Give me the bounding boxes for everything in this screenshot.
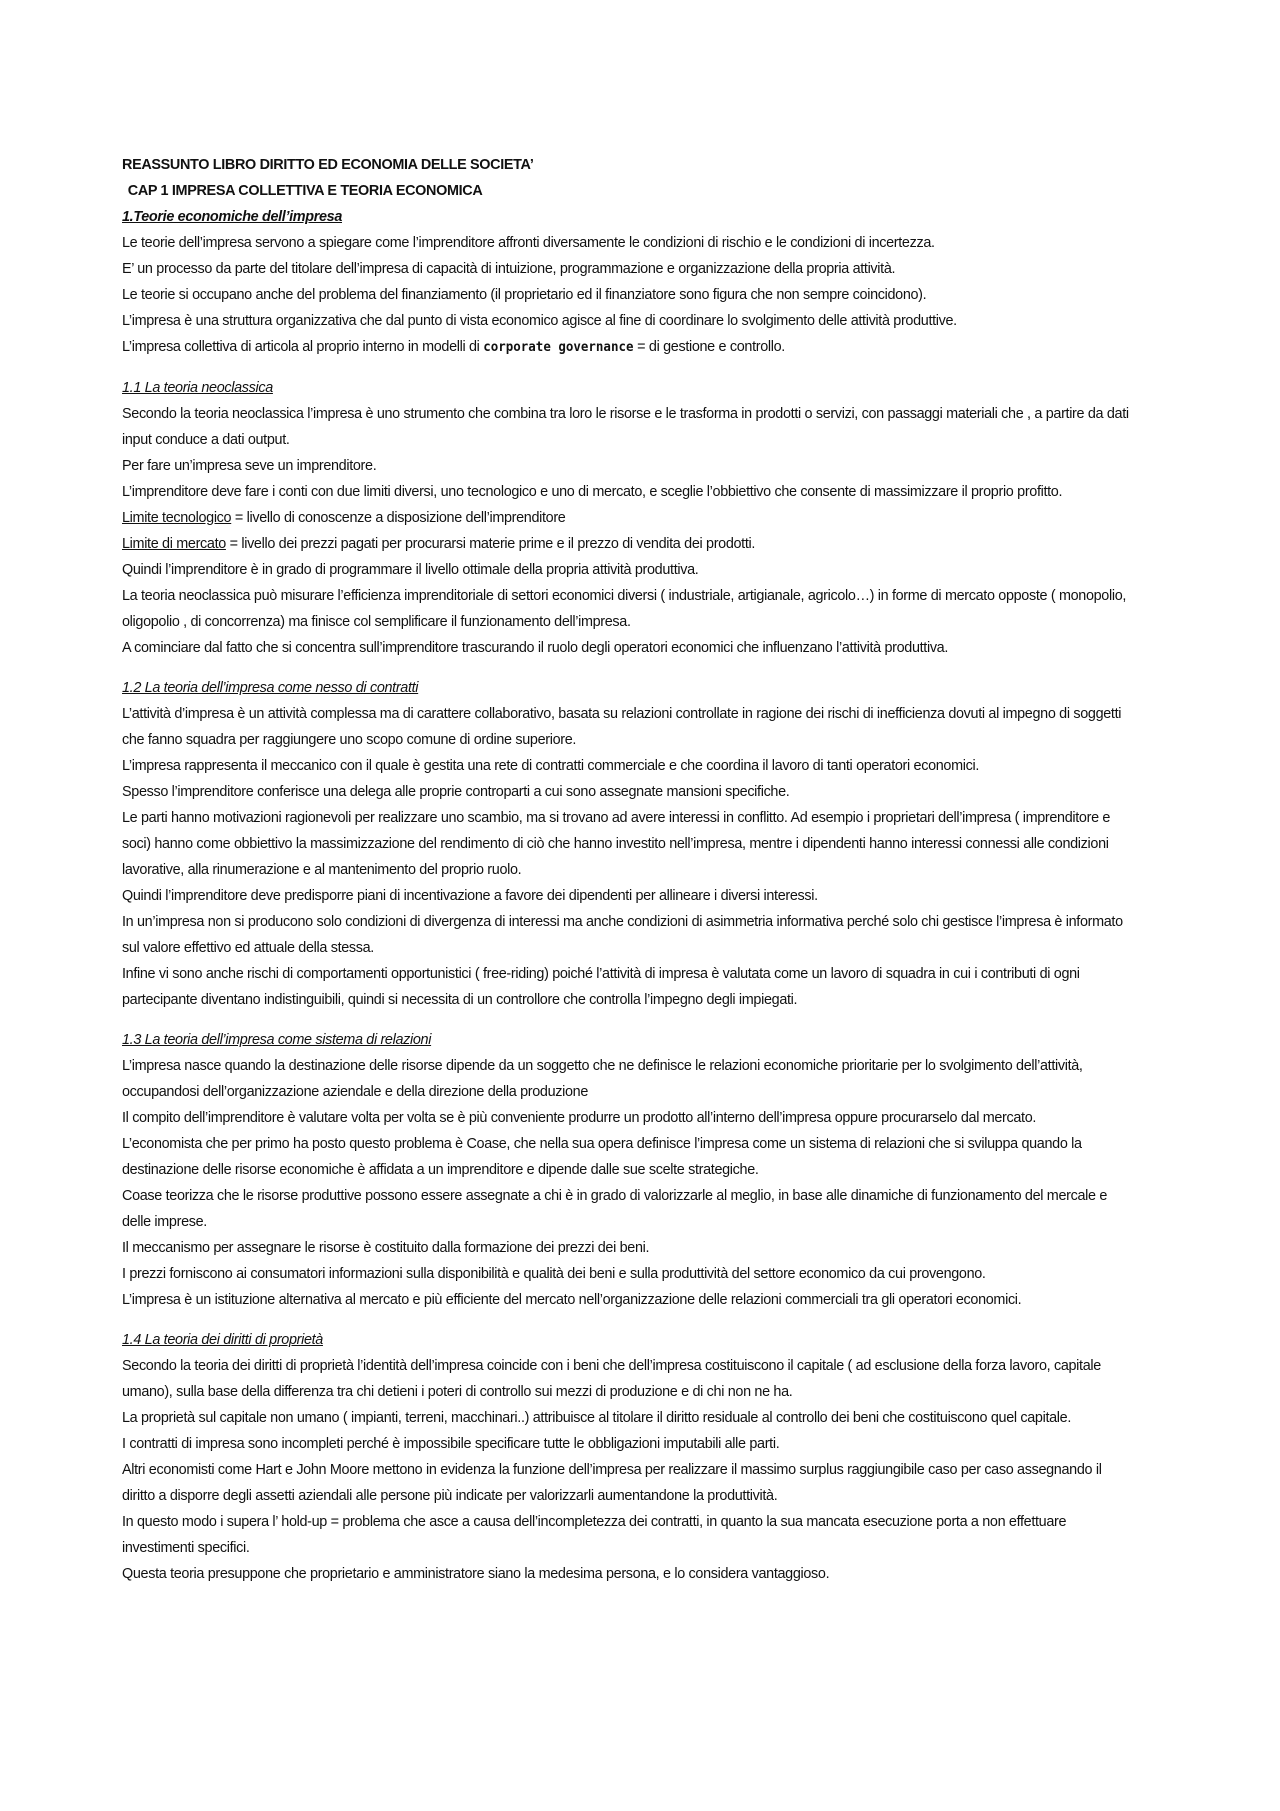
paragraph: L’impresa è una struttura organizzativa che dal punto di vista economico agisce al fine di coordinare lo svolgimento delle attività produttive. <box>122 312 957 329</box>
paragraph: E’ un processo da parte del titolare dell’impresa di capacità di intuizione, programmazione e organizzazione della propria attività. <box>122 260 896 277</box>
paragraph: Per fare un’impresa seve un imprenditore. <box>122 457 377 474</box>
paragraph: Secondo la teoria dei diritti di proprietà l’identità dell’impresa coincide con i beni che dell’impresa costituiscono il capitale ( ad esclusione della forza lavoro, capitale umano), sulla base della differenza tra chi detieni i poteri di controllo sui mezzi di produzione e di chi non ne ha. <box>122 1357 1101 1400</box>
paragraph: Il meccanismo per assegnare le risorse è costituito dalla formazione dei prezzi dei beni. <box>122 1239 650 1256</box>
paragraph: La teoria neoclassica può misurare l’efficienza imprenditoriale di settori economici diversi ( industriale, artigianale, agricolo…) in forme di mercato opposte ( monopolio, oligopolio , di concorrenza) ma finisce col semplificare il funzionamento dell’impresa. <box>122 587 1127 630</box>
corporate-governance-term: corporate governance <box>483 340 634 355</box>
paragraph: Quindi l’imprenditore è in grado di programmare il livello ottimale della propria attività produttiva. <box>122 561 699 578</box>
paragraph: Quindi l’imprenditore deve predisporre piani di incentivazione a favore dei dipendenti per allineare i diversi interessi. <box>122 887 818 904</box>
paragraph <box>122 334 1130 361</box>
paragraph: In questo modo i supera l’ hold-up = problema che asce a causa dell’incompletezza dei contratti, in quanto la sua mancata esecuzione porta a non effettuare investimenti specifici. <box>122 1513 1067 1556</box>
text-run: = livello dei prezzi pagati per procurarsi materie prime e il prezzo di vendita dei prodotti. <box>225 535 756 552</box>
text-run: L’impresa collettiva di articola al proprio interno in modelli di <box>122 338 484 355</box>
paragraph: I contratti di impresa sono incompleti perché è impossibile specificare tutte le obbligazioni imputabili alle parti. <box>122 1435 780 1452</box>
section-teoria-neoclassica <box>122 375 1130 661</box>
paragraph: Spesso l’imprenditore conferisce una delega alle proprie controparti a cui sono assegnate mansioni specifiche. <box>122 783 790 800</box>
paragraph <box>122 531 1130 557</box>
section-heading: 1.1 La teoria neoclassica <box>122 379 273 396</box>
paragraph: Secondo la teoria neoclassica l’impresa è uno strumento che combina tra loro le risorse e le trasforma in prodotti o servizi, con passaggi materiali che , a partire da dati input conduce a dati output. <box>122 405 1129 448</box>
paragraph: I prezzi forniscono ai consumatori informazioni sulla disponibilità e qualità dei beni e sulla produttività del settore economico da cui provengono. <box>122 1265 986 1282</box>
paragraph: In un’impresa non si producono solo condizioni di divergenza di interessi ma anche condizioni di asimmetria informativa perché solo chi gestisce l’impresa è informato sul valore effettivo ed attuale della stessa. <box>122 913 1123 956</box>
paragraph: Altri economisti come Hart e John Moore mettono in evidenza la funzione dell’impresa per realizzare il massimo surplus raggiungibile caso per caso assegnando il diritto a disporre degli assetti aziendali alle persone più indicate per valorizzarli aumentandone la produttività. <box>122 1461 1102 1504</box>
paragraph: A cominciare dal fatto che si concentra sull’imprenditore trascurando il ruolo degli operatori economici che influenzano l’attività produttiva. <box>122 639 949 656</box>
paragraph: Coase teorizza che le risorse produttive possono essere assegnate a chi è in grado di valorizzarle al meglio, in base alle dinamiche di funzionamento del mercale e delle imprese. <box>122 1187 1108 1230</box>
paragraph: Questa teoria presuppone che proprietario e amministratore siano la medesima persona, e lo considera vantaggioso. <box>122 1565 830 1582</box>
text-run: = livello di conoscenze a disposizione dell’imprenditore <box>231 509 566 526</box>
section-heading: 1.4 La teoria dei diritti di proprietà <box>122 1331 323 1348</box>
paragraph: L’impresa è un istituzione alternativa al mercato e più efficiente del mercato nell’organizzazione delle relazioni commerciali tra gli operatori economici. <box>122 1291 1022 1308</box>
text-run: = di gestione e controllo. <box>633 338 785 355</box>
section-heading: 1.Teorie economiche dell’impresa <box>122 208 343 225</box>
chapter-title: CAP 1 IMPRESA COLLETTIVA E TEORIA ECONOMICA <box>127 182 483 199</box>
section-teorie-economiche <box>122 204 1130 361</box>
limite-tecnologico-term: Limite tecnologico <box>122 509 232 526</box>
paragraph: La proprietà sul capitale non umano ( impianti, terreni, macchinari..) attribuisce al titolare il diritto residuale al controllo dei beni che costituiscono quel capitale. <box>122 1409 1072 1426</box>
document-page <box>122 152 1130 1587</box>
section-heading: 1.2 La teoria dell’impresa come nesso di contratti <box>122 679 419 696</box>
section-nesso-di-contratti <box>122 675 1130 1013</box>
paragraph: L’imprenditore deve fare i conti con due limiti diversi, uno tecnologico e uno di mercato, e sceglie l’obbiettivo che consente di massimizzare il proprio profitto. <box>122 483 1063 500</box>
section-diritti-di-proprieta <box>122 1327 1130 1587</box>
paragraph: Le parti hanno motivazioni ragionevoli per realizzare uno scambio, ma si trovano ad avere interessi in conflitto. Ad esempio i proprietari dell’impresa ( imprenditore e soci) hanno come obbiettivo la massimizzazione del rendimento di ciò che hanno investito nell’impresa, mentre i dipendenti hanno interessi connessi alle condizioni lavorative, alla rinumerazione e al mantenimento del proprio ruolo. <box>122 809 1111 878</box>
paragraph <box>122 505 1130 531</box>
section-heading: 1.3 La teoria dell’impresa come sistema di relazioni <box>122 1031 432 1048</box>
paragraph: Le teorie dell’impresa servono a spiegare come l’imprenditore affronti diversamente le condizioni di rischio e le condizioni di incertezza. <box>122 234 935 251</box>
paragraph: L’impresa nasce quando la destinazione delle risorse dipende da un soggetto che ne definisce le relazioni economiche prioritarie per lo svolgimento dell’attività, occupandosi dell’organizzazione aziendale e della direzione della produzione <box>122 1057 1083 1100</box>
paragraph: Infine vi sono anche rischi di comportamenti opportunistici ( free-riding) poiché l’attività di impresa è valutata come un lavoro di squadra in cui i contributi di ogni partecipante diventano indistinguibili, quindi si necessita di un controllore che controlla l’impegno degli impiegati. <box>122 965 1080 1008</box>
limite-di-mercato-term: Limite di mercato <box>122 535 226 552</box>
paragraph: L’economista che per primo ha posto questo problema è Coase, che nella sua opera definisce l’impresa come un sistema di relazioni che si sviluppa quando la destinazione delle risorse economiche è affidata a un imprenditore e dipende dalle sue scelte strategiche. <box>122 1135 1082 1178</box>
paragraph: L’attività d’impresa è un attività complessa ma di carattere collaborativo, basata su relazioni controllate in ragione dei rischi di inefficienza dovuti al impegno di soggetti che fanno squadra per raggiungere uno scopo comune di ordine superiore. <box>122 705 1122 748</box>
section-sistema-di-relazioni <box>122 1027 1130 1313</box>
paragraph: Le teorie si occupano anche del problema del finanziamento (il proprietario ed il finanziatore sono figura che non sempre coincidono). <box>122 286 927 303</box>
paragraph: L’impresa rappresenta il meccanico con il quale è gestita una rete di contratti commerciale e che coordina il lavoro di tanti operatori economici. <box>122 757 980 774</box>
document-title: REASSUNTO LIBRO DIRITTO ED ECONOMIA DELLE SOCIETA’ <box>122 156 534 173</box>
paragraph: Il compito dell’imprenditore è valutare volta per volta se è più conveniente produrre un prodotto all’interno dell’impresa oppure procurarselo dal mercato. <box>122 1109 1037 1126</box>
